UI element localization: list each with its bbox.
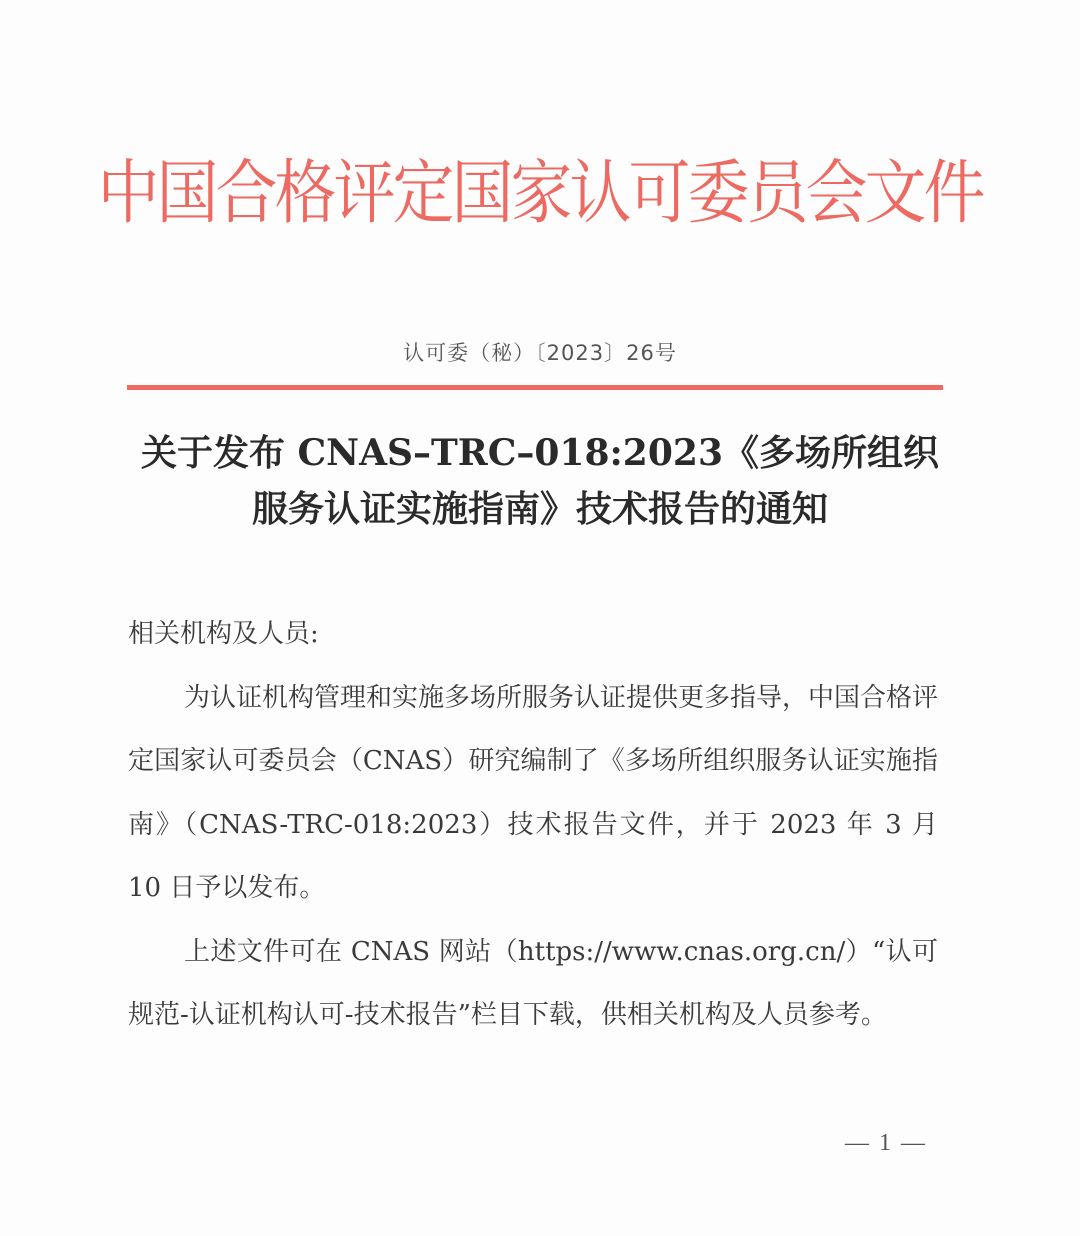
red-divider-rule [127,385,943,390]
notice-body [128,603,938,1048]
body-paragraph-2: 上述文件可在 CNAS 网站（https://www.cnas.org.cn/）“认可规范-认证机构认可-技术报告”栏目下载，供相关机构及人员参考。 [128,936,938,1030]
body-paragraph-1: 为认证机构管理和实施多场所服务认证提供更多指导，中国合格评定国家认可委员会（CNAS）研究编制了《多场所组织服务认证实施指南》（CNAS-TRC-018:2023）技术报告文件，并于 2023 年 3 月 10 日予以发布。 [128,682,939,903]
notice-title-line-2: 服务认证实施指南》技术报告的通知 [251,488,828,530]
notice-title [100,425,980,537]
issuer-header: 中国合格评定国家认可委员会文件 [97,151,983,234]
document-number: 认可委（秘）〔2023〕26号 [403,341,677,365]
page-number: — 1 — [845,1130,927,1156]
notice-title-line-1: 关于发布 CNAS–TRC–018:2023《多场所组织 [140,432,939,474]
salutation: 相关机构及人员: [128,619,319,649]
